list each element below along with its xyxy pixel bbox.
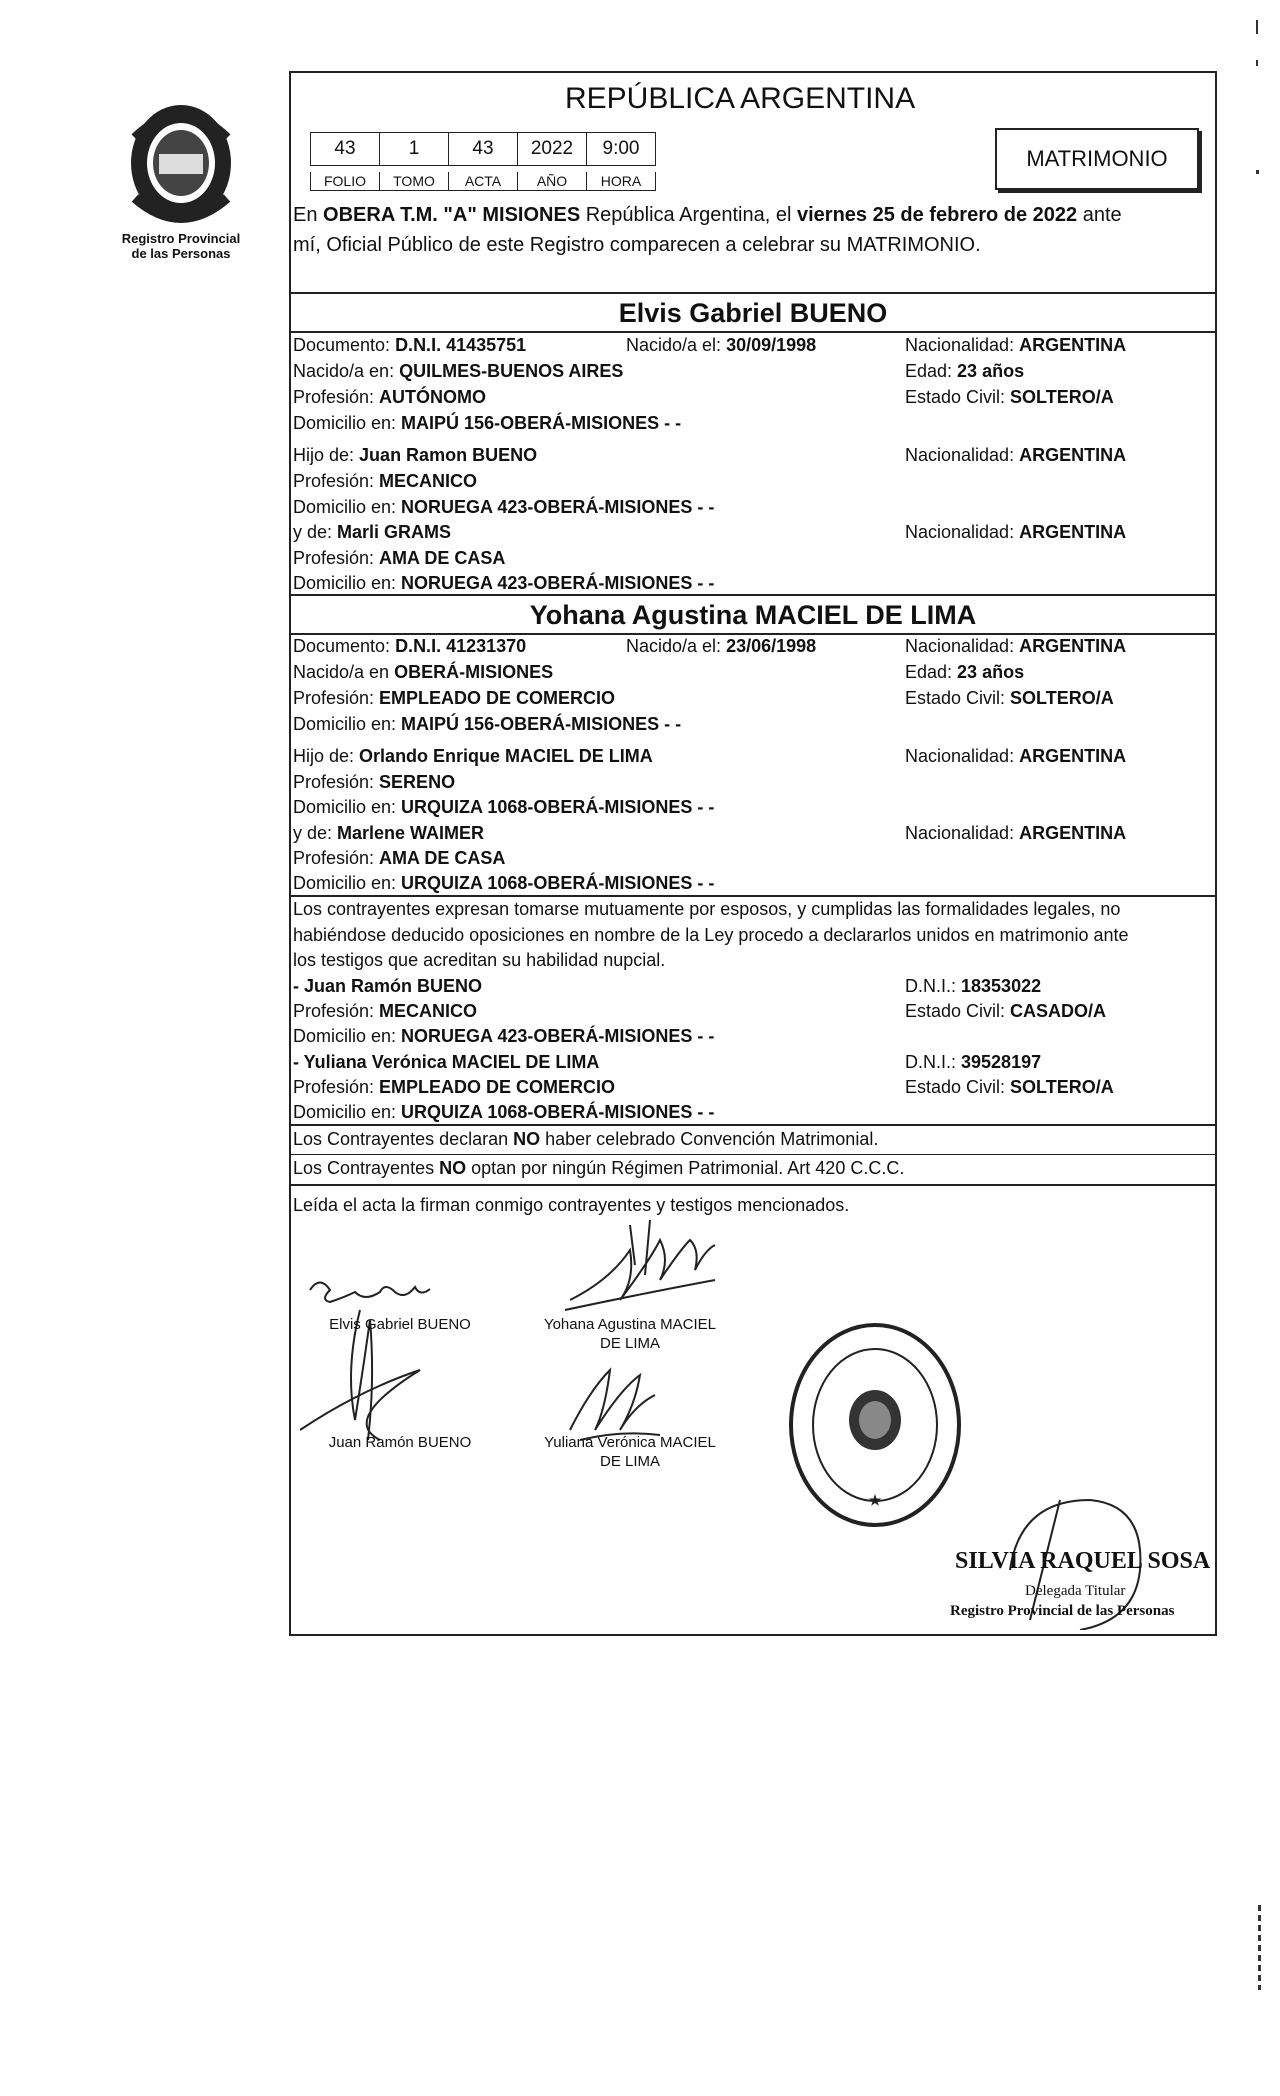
anio-value: 2022	[517, 132, 586, 166]
logo-caption: Registro Provincial de las Personas	[121, 231, 241, 261]
anio-label: AÑO	[517, 172, 586, 191]
witness2-prof: EMPLEADO DE COMERCIO	[379, 1077, 616, 1097]
nat-label: Nacionalidad:	[905, 445, 1020, 465]
intro-text: En	[293, 204, 324, 226]
signature-witness1	[320, 1433, 480, 1452]
spouse1-birth: 30/09/1998	[726, 335, 817, 355]
spouse2-prof: EMPLEADO DE COMERCIO	[379, 688, 616, 708]
dom-label: Domicilio en:	[293, 873, 402, 893]
regime-no: NO	[439, 1158, 467, 1178]
nat-label: Nacionalidad:	[905, 335, 1020, 355]
regime-line2	[293, 1157, 904, 1179]
dom-label: Domicilio en:	[293, 1102, 402, 1122]
civil-label: Estado Civil:	[905, 1077, 1011, 1097]
spouse1-father-dom: NORUEGA 423-OBERÁ-MISIONES - -	[401, 497, 715, 517]
intro-text-line2: mí, Oficial Público de este Registro comparecen a celebrar su MATRIMONIO.	[293, 234, 981, 256]
svg-text:★: ★	[868, 1492, 882, 1508]
official-name: SILVIA RAQUEL SOSA	[955, 1548, 1211, 1574]
dom-label: Domicilio en:	[293, 413, 402, 433]
signature-scribble-2	[560, 1220, 740, 1320]
act-type: MATRIMONIO	[1026, 146, 1168, 171]
spouse1-nat: ARGENTINA	[1019, 335, 1127, 355]
declaration-line: habiéndose deducido oposiciones en nombre de la Ley procedo a declararlos unidos en matrimonio ante	[293, 925, 1129, 945]
signature-witness2	[530, 1433, 730, 1471]
prof-label: Profesión:	[293, 471, 380, 491]
divider	[289, 1184, 1217, 1186]
spouse1-father: Juan Ramon BUENO	[359, 445, 538, 465]
declaration-line: los testigos que acreditan su habilidad nupcial.	[293, 950, 666, 970]
spouse1-mother-nat: ARGENTINA	[1019, 522, 1127, 542]
sig-name: DE LIMA	[599, 1453, 660, 1470]
hora-value: 9:00	[586, 132, 656, 166]
folio-value: 43	[310, 132, 379, 166]
witness2-civil: SOLTERO/A	[1010, 1077, 1114, 1097]
spouse2-birth: 23/06/1998	[726, 636, 817, 656]
spouse2-father-dom: URQUIZA 1068-OBERÁ-MISIONES - -	[401, 797, 715, 817]
intro-place: OBERA T.M. "A" MISIONES	[323, 204, 581, 226]
tomo-label: TOMO	[379, 172, 448, 191]
acta-label: ACTA	[448, 172, 517, 191]
prof-label: Profesión:	[293, 848, 380, 868]
dom-label: Domicilio en:	[293, 714, 402, 734]
witness1-prof: MECANICO	[379, 1001, 478, 1021]
father-label: Hijo de:	[293, 746, 360, 766]
spouse2-civil: SOLTERO/A	[1010, 688, 1114, 708]
intro-paragraph	[293, 200, 1218, 260]
tomo-value: 1	[379, 132, 448, 166]
regime-line1	[293, 1128, 878, 1150]
spouse1-born-in: QUILMES-BUENOS AIRES	[399, 361, 624, 381]
declaration-line: Los contrayentes expresan tomarse mutuamente por esposos, y cumplidas las formalidades legales, no	[293, 899, 1121, 919]
act-type-box	[995, 128, 1199, 190]
spouse2-born-in: OBERÁ-MISIONES	[394, 662, 554, 682]
spouse1-civil: SOLTERO/A	[1010, 387, 1114, 407]
prof-label: Profesión:	[293, 548, 380, 568]
spouse2-age: 23 años	[957, 662, 1025, 682]
prof-label: Profesión:	[293, 1077, 380, 1097]
dni-label: D.N.I.:	[905, 1052, 962, 1072]
scan-marks	[1256, 20, 1260, 170]
intro-text: ante	[1077, 204, 1122, 226]
spouse1-father-prof: MECANICO	[379, 471, 478, 491]
mother-label: y de:	[293, 823, 338, 843]
spouse2-name: Yohana Agustina MACIEL DE LIMA	[529, 600, 977, 630]
spouse1-name: Elvis Gabriel BUENO	[618, 298, 888, 328]
official-title: Delegada Titular	[1025, 1583, 1126, 1599]
divider	[289, 1124, 1217, 1126]
sig-name: Yuliana Verónica MACIEL	[544, 1434, 716, 1451]
spouse1-mother-dom: NORUEGA 423-OBERÁ-MISIONES - -	[401, 573, 715, 593]
dom-label: Domicilio en:	[293, 497, 402, 517]
sig-name: DE LIMA	[599, 1335, 660, 1352]
intro-text: República Argentina, el	[580, 204, 797, 226]
dom-label: Domicilio en:	[293, 573, 402, 593]
born-in-label: Nacido/a en	[293, 662, 395, 682]
spouse2-doc: D.N.I. 41231370	[395, 636, 527, 656]
dom-label: Domicilio en:	[293, 797, 402, 817]
sig-name: Elvis Gabriel BUENO	[329, 1316, 471, 1333]
regime-no: NO	[513, 1129, 541, 1149]
signature-spouse2	[530, 1315, 730, 1353]
civil-label: Estado Civil:	[905, 1001, 1011, 1021]
hora-label: HORA	[586, 172, 656, 191]
witness1-dni: 18353022	[961, 976, 1042, 996]
prof-label: Profesión:	[293, 772, 380, 792]
spouse1-mother-prof: AMA DE CASA	[379, 548, 506, 568]
mother-label: y de:	[293, 522, 338, 542]
divider	[289, 292, 1217, 294]
divider	[289, 895, 1217, 897]
record-numbers	[310, 132, 656, 166]
age-label: Edad:	[905, 662, 958, 682]
spouse2-father-nat: ARGENTINA	[1019, 746, 1127, 766]
spouse1-doc: D.N.I. 41435751	[395, 335, 527, 355]
registry-logo	[115, 98, 247, 228]
spouse1-prof: AUTÓNOMO	[379, 387, 487, 407]
intro-date: viernes 25 de febrero de 2022	[796, 204, 1078, 226]
spouse2-father-prof: SERENO	[379, 772, 456, 792]
sig-name: Yohana Agustina MACIEL	[543, 1316, 717, 1333]
doc-label: Documento:	[293, 636, 396, 656]
spouse2-nat: ARGENTINA	[1019, 636, 1127, 656]
page-title: REPÚBLICA ARGENTINA	[565, 82, 916, 115]
regime-text: haber celebrado Convención Matrimonial.	[540, 1129, 879, 1149]
witness2-name: - Yuliana Verónica MACIEL DE LIMA	[293, 1052, 600, 1072]
spouse1-mother: Marli GRAMS	[337, 522, 452, 542]
official-seal	[785, 1320, 965, 1530]
spouse1-age: 23 años	[957, 361, 1025, 381]
nat-label: Nacionalidad:	[905, 823, 1020, 843]
spouse2-mother: Marlene WAIMER	[337, 823, 485, 843]
divider	[289, 331, 1217, 333]
witness1-civil: CASADO/A	[1010, 1001, 1107, 1021]
nat-label: Nacionalidad:	[905, 636, 1020, 656]
spouse2-mother-nat: ARGENTINA	[1019, 823, 1127, 843]
birth-label: Nacido/a el:	[626, 636, 727, 656]
folio-label: FOLIO	[310, 172, 379, 191]
sig-name: Juan Ramón BUENO	[328, 1434, 472, 1451]
doc-label: Documento:	[293, 335, 396, 355]
regime-text: optan por ningún Régimen Patrimonial. Art 420 C.C.C.	[466, 1158, 905, 1178]
spouse1-dom: MAIPÚ 156-OBERÁ-MISIONES - -	[401, 413, 682, 433]
signature-scribble-1	[300, 1270, 500, 1450]
dni-label: D.N.I.:	[905, 976, 962, 996]
spouse2-dom: MAIPÚ 156-OBERÁ-MISIONES - -	[401, 714, 682, 734]
father-label: Hijo de:	[293, 445, 360, 465]
dom-label: Domicilio en:	[293, 1026, 402, 1046]
record-labels	[310, 172, 656, 191]
witness2-dom: URQUIZA 1068-OBERÁ-MISIONES - -	[401, 1102, 715, 1122]
prof-label: Profesión:	[293, 1001, 380, 1021]
regime-text: Los Contrayentes declaran	[293, 1129, 514, 1149]
birth-label: Nacido/a el:	[626, 335, 727, 355]
age-label: Edad:	[905, 361, 958, 381]
divider	[289, 1154, 1217, 1155]
spouse2-mother-dom: URQUIZA 1068-OBERÁ-MISIONES - -	[401, 873, 715, 893]
official-office: Registro Provincial de las Personas	[950, 1603, 1175, 1619]
divider	[289, 594, 1217, 596]
witness1-name: - Juan Ramón BUENO	[293, 976, 483, 996]
regime-text: Los Contrayentes	[293, 1158, 440, 1178]
nat-label: Nacionalidad:	[905, 522, 1020, 542]
civil-label: Estado Civil:	[905, 387, 1011, 407]
spouse2-mother-prof: AMA DE CASA	[379, 848, 506, 868]
spouse1-father-nat: ARGENTINA	[1019, 445, 1127, 465]
prof-label: Profesión:	[293, 688, 380, 708]
witness1-dom: NORUEGA 423-OBERÁ-MISIONES - -	[401, 1026, 715, 1046]
prof-label: Profesión:	[293, 387, 380, 407]
signature-spouse1	[320, 1315, 480, 1334]
spouse2-father: Orlando Enrique MACIEL DE LIMA	[359, 746, 653, 766]
born-in-label: Nacido/a en:	[293, 361, 400, 381]
acta-value: 43	[448, 132, 517, 166]
nat-label: Nacionalidad:	[905, 746, 1020, 766]
scan-marks-bottom	[1258, 1905, 1261, 1990]
closing-text: Leída el acta la firman conmigo contrayentes y testigos mencionados.	[293, 1195, 850, 1215]
witness2-dni: 39528197	[961, 1052, 1042, 1072]
civil-label: Estado Civil:	[905, 688, 1011, 708]
